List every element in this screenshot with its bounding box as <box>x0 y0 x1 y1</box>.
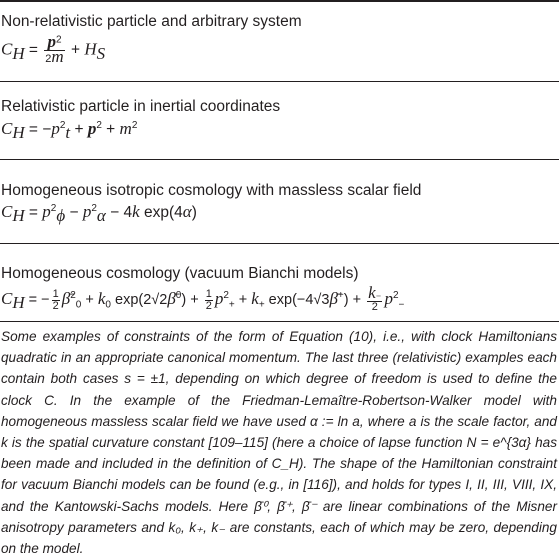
row-heading-nonrelativistic: Non-relativistic particle and arbitrary system <box>1 13 302 30</box>
formula-nonrelativistic: $C_H$ = $\frac{p^2}{2m}$ + $H_S$ <box>1 32 106 66</box>
row-heading-bianchi: Homogeneous cosmology (vacuum Bianchi models) <box>1 265 359 282</box>
table-caption: Some examples of constraints of the form of Equation (10), i.e., with clock Hamiltonians quadratic in an appropriate canonical momentum. The last three (relativistic) examples each contain both cases s = ±1, depending on which degree of freedom is used to define the clock C. In the example of the Friedman-Lemaître-Robertson-Walker model with homogeneous massless scalar field we have used α := ln a, where a is the scale factor, and k is the spatial curvature constant [109–115] (here a choice of lapse function N = e^{3α} has been made and included in the definition of C_H). The shape of the Hamiltonian constraint for vacuum Bianchi models can be found (e.g., in [116]), and holds for types I, II, III, VIII, IX, and the Kantowski-Sachs models. Here β̄⁰, β̄⁺, β̄⁻ are linear combinations of the Misner anisotropy parameters and k₀, k₊, k₋ are constants, each of which may be zero, depending on the model. <box>1 329 557 557</box>
table-bottom-rule <box>0 321 559 322</box>
table-top-rule <box>0 0 559 2</box>
formula-relativistic: $C_H = -p^2_t + p^2 + m^2$ <box>1 119 138 143</box>
row-divider <box>0 243 559 244</box>
formula-bianchi: $C_H$ = − $\frac{1}{2}$ β̄$^2_0$ + $k_0$ exp(2√2β̄$^0$) + $\frac{1}{2}$ $p^2_+ + k_+$ exp(−4√3β̄+) + $\frac{k_-}{2}$ $p^2_-$ <box>1 283 405 313</box>
row-divider <box>0 81 559 82</box>
row-divider <box>0 159 559 160</box>
row-heading-relativistic: Relativistic particle in inertial coordinates <box>1 98 281 115</box>
formula-isotropic-cosmology: $C_H = p^2_\phi - p^2_\alpha - 4k$ exp(4α) <box>1 202 197 226</box>
row-heading-isotropic-cosmology: Homogeneous isotropic cosmology with massless scalar field <box>1 182 422 199</box>
